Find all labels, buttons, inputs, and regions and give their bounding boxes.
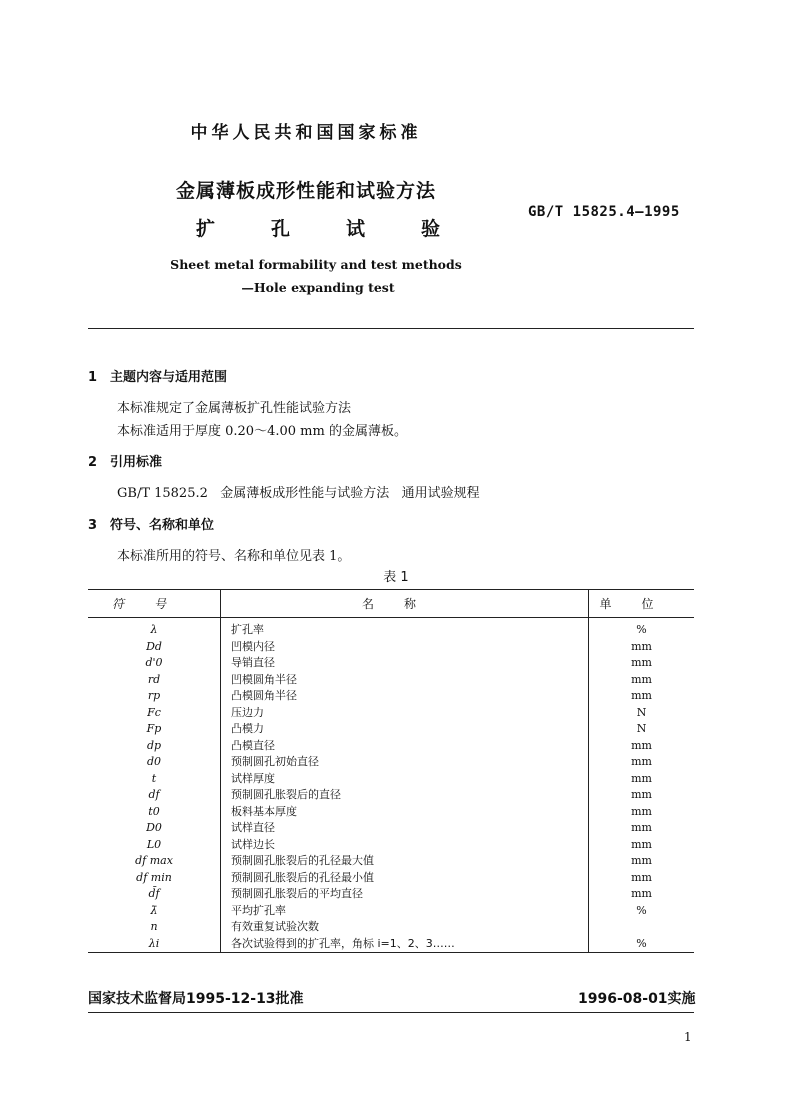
table-row — [88, 787, 694, 804]
name-cell: 凸模圆角半径 — [221, 688, 589, 705]
symbol-cell: df max — [88, 853, 221, 870]
symbol-cell: d̄f — [88, 886, 221, 903]
symbol-cell: df min — [88, 870, 221, 887]
unit-cell: % — [589, 936, 695, 953]
subtitle-char: 验 — [420, 218, 440, 240]
header-unit: 单位 — [589, 590, 695, 618]
symbol-cell: df — [88, 787, 221, 804]
name-cell: 凸模力 — [221, 721, 589, 738]
standard-code: GB/T 15825.4—1995 — [528, 204, 680, 220]
symbol-cell: dp — [88, 738, 221, 755]
unit-cell: mm — [631, 788, 652, 801]
symbol-cell: d0 — [88, 754, 221, 771]
subtitle-english: —Hole expanding test — [241, 280, 395, 295]
name-cell: 预制圆孔胀裂后的孔径最大值 — [221, 853, 589, 870]
unit-cell: N — [636, 722, 647, 735]
table-row — [88, 886, 694, 903]
table-header-row — [88, 590, 694, 618]
name-cell: 板料基本厚度 — [221, 804, 589, 821]
effective-date: 1996-08-01实施 — [578, 991, 696, 1007]
table-row — [88, 754, 694, 771]
section-number: 1 — [88, 370, 98, 385]
symbol-cell: Dd — [88, 639, 221, 656]
name-cell: 各次试验得到的扩孔率，角标 i=1、2、3…… — [221, 936, 589, 953]
section-2-paragraph: GB/T 15825.2 金属薄板成形性能与试验方法 通用试验规程 — [117, 486, 480, 501]
name-cell: 试样厚度 — [221, 771, 589, 788]
symbol-cell: n — [88, 919, 221, 936]
national-standard-label: 中华人民共和国国家标准 — [190, 123, 422, 143]
subtitle-char: 孔 — [270, 218, 290, 240]
unit-cell: mm — [631, 771, 652, 785]
symbol-cell: L0 — [88, 837, 221, 854]
table-row — [88, 655, 694, 672]
unit-cell: mm — [631, 738, 652, 752]
name-cell: 试样直径 — [221, 820, 589, 837]
unit-cell: mm — [631, 755, 652, 768]
table-row — [88, 688, 694, 705]
section-2-heading — [88, 451, 162, 470]
table-row — [88, 705, 694, 722]
name-cell: 预制圆孔胀裂后的直径 — [221, 787, 589, 804]
table-row — [88, 903, 694, 920]
section-1-paragraph: 本标准适用于厚度 0.20～4.00 mm 的金属薄板。 — [117, 424, 407, 439]
table-caption: 表 1 — [383, 570, 409, 585]
name-cell: 导销直径 — [221, 655, 589, 672]
unit-cell: mm — [631, 804, 652, 818]
header-symbol: 符号 — [88, 590, 221, 618]
section-title: 引用标准 — [110, 455, 163, 470]
symbol-cell: d'0 — [88, 655, 221, 672]
unit-cell: mm — [631, 639, 652, 653]
page-number: 1 — [684, 1030, 692, 1044]
section-number: 3 — [88, 518, 98, 533]
unit-cell: N — [636, 705, 647, 719]
table-row — [88, 639, 694, 656]
table-row — [88, 771, 694, 788]
unit-cell: % — [636, 903, 647, 917]
unit-cell: mm — [631, 672, 652, 686]
name-cell: 凹模圆角半径 — [221, 672, 589, 689]
symbol-cell: t0 — [88, 804, 221, 821]
unit-cell: mm — [631, 870, 652, 884]
unit-cell: mm — [631, 887, 652, 900]
unit-cell: mm — [631, 689, 652, 702]
symbol-cell: rp — [88, 688, 221, 705]
unit-cell: mm — [631, 821, 652, 834]
section-3-heading — [88, 514, 214, 533]
name-cell: 有效重复试验次数 — [221, 919, 589, 936]
name-cell: 试样边长 — [221, 837, 589, 854]
approval-date: 国家技术监督局1995-12-13批准 — [88, 991, 304, 1007]
section-title: 符号、名称和单位 — [110, 518, 215, 533]
subtitle-chinese — [196, 214, 440, 241]
symbol-cell: D0 — [88, 820, 221, 837]
section-title: 主题内容与适用范围 — [110, 370, 228, 385]
unit-cell: mm — [631, 656, 652, 669]
name-cell: 预制圆孔初始直径 — [221, 754, 589, 771]
table-row — [88, 738, 694, 755]
symbol-cell: Fc — [88, 705, 221, 722]
symbol-cell: Fp — [88, 721, 221, 738]
name-cell: 压边力 — [221, 705, 589, 722]
symbols-table — [88, 589, 694, 953]
unit-cell: % — [636, 623, 647, 636]
name-cell: 预制圆孔胀裂后的孔径最小值 — [221, 870, 589, 887]
name-cell: 预制圆孔胀裂后的平均直径 — [221, 886, 589, 903]
table-row — [88, 618, 694, 639]
name-cell: 凹模内径 — [221, 639, 589, 656]
section-3-paragraph: 本标准所用的符号、名称和单位见表 1。 — [117, 549, 351, 564]
symbol-cell: rd — [88, 672, 221, 689]
name-cell: 凸模直径 — [221, 738, 589, 755]
section-1-heading — [88, 366, 227, 385]
footer-divider — [88, 1012, 694, 1013]
table-row — [88, 804, 694, 821]
table-row — [88, 820, 694, 837]
name-cell: 扩孔率 — [221, 618, 589, 639]
unit-cell: mm — [631, 854, 652, 867]
unit-cell — [589, 919, 695, 936]
title-chinese: 金属薄板成形性能和试验方法 — [175, 180, 436, 202]
header-divider — [88, 328, 694, 329]
table-row — [88, 870, 694, 887]
table-row — [88, 853, 694, 870]
symbol-cell: λ — [88, 618, 221, 639]
symbol-cell: λi — [88, 936, 221, 953]
table-row — [88, 936, 694, 953]
table-row — [88, 721, 694, 738]
section-number: 2 — [88, 455, 98, 470]
table-row — [88, 919, 694, 936]
subtitle-char: 试 — [345, 218, 365, 240]
name-cell: 平均扩孔率 — [221, 903, 589, 920]
table-row — [88, 672, 694, 689]
subtitle-char: 扩 — [196, 218, 216, 240]
table-row — [88, 837, 694, 854]
header-name: 名称 — [221, 590, 589, 618]
section-1-paragraph: 本标准规定了金属薄板扩孔性能试验方法 — [117, 401, 352, 416]
symbol-cell: t — [88, 771, 221, 788]
symbol-cell: λ̄ — [88, 903, 221, 920]
unit-cell: mm — [631, 837, 652, 851]
title-english: Sheet metal formability and test methods — [170, 257, 462, 272]
